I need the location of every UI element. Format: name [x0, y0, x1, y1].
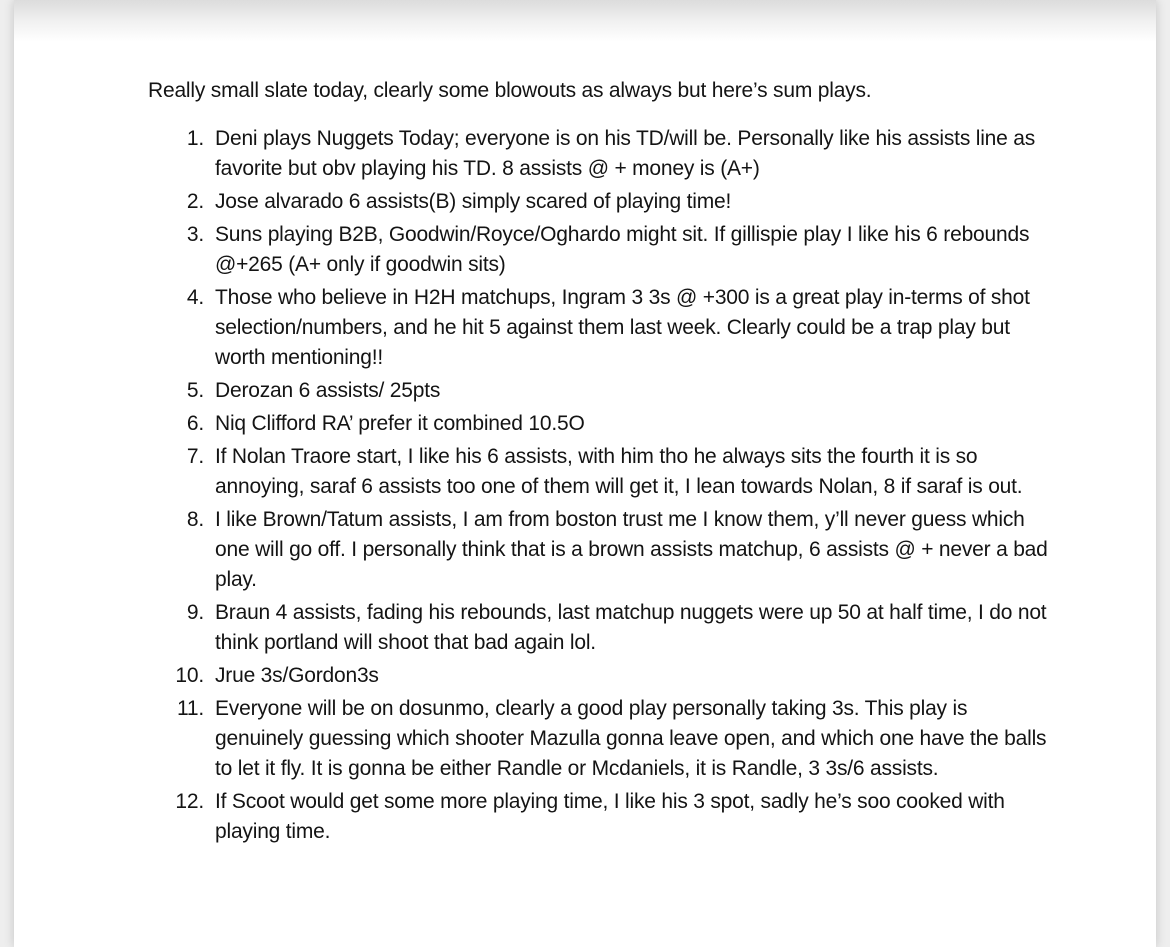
list-item	[148, 661, 1048, 691]
list-item	[148, 787, 1048, 847]
list-item-text: Derozan 6 assists/ 25pts	[215, 379, 441, 402]
list-item-text: Suns playing B2B, Goodwin/Royce/Oghardo might sit. If gillispie play I like his 6 rebounds @+265 (A+ only if goodwin sits)	[215, 223, 1030, 276]
plays-list	[148, 124, 1048, 847]
list-item-number: 12.	[175, 790, 204, 813]
list-item	[148, 376, 1048, 406]
list-item-number: 11.	[176, 697, 204, 720]
list-item-number: 9.	[186, 601, 204, 624]
list-item-text: Jose alvarado 6 assists(B) simply scared of playing time!	[215, 190, 732, 213]
intro-paragraph: Really small slate today, clearly some blowouts as always but here’s sum plays.	[148, 79, 872, 102]
list-item-text: Jrue 3s/Gordon3s	[215, 664, 379, 687]
list-item-text: Those who believe in H2H matchups, Ingram 3 3s @ +300 is a great play in-terms of shot selection/numbers, and he hit 5 against them last week. Clearly could be a trap play but worth mentioning!!	[215, 286, 1030, 369]
list-item-number: 1.	[186, 127, 204, 150]
page-top-shadow	[14, 0, 1156, 42]
list-item	[148, 505, 1048, 595]
list-item	[148, 442, 1048, 502]
list-item-number: 10.	[175, 664, 204, 687]
list-item-text: I like Brown/Tatum assists, I am from boston trust me I know them, y’ll never guess which one will go off. I personally think that is a brown assists matchup, 6 assists @ + never a bad play.	[215, 508, 1048, 591]
list-item-number: 5.	[186, 379, 204, 402]
list-item	[148, 124, 1048, 184]
list-item	[148, 409, 1048, 439]
list-item-text: If Scoot would get some more playing time, I like his 3 spot, sadly he’s soo cooked with playing time.	[215, 790, 1005, 843]
list-item	[148, 283, 1048, 373]
list-item-text: If Nolan Traore start, I like his 6 assists, with him tho he always sits the fourth it is so annoying, saraf 6 assists too one of them will get it, I lean towards Nolan, 8 if saraf is out.	[215, 445, 1023, 498]
list-item-number: 6.	[186, 412, 204, 435]
list-item-text: Niq Clifford RA’ prefer it combined 10.5O	[215, 412, 585, 435]
list-item-text: Braun 4 assists, fading his rebounds, last matchup nuggets were up 50 at half time, I do not think portland will shoot that bad again lol.	[215, 601, 1047, 654]
list-item	[148, 220, 1048, 280]
document-body	[148, 76, 1048, 850]
list-item-text: Everyone will be on dosunmo, clearly a good play personally taking 3s. This play is genuinely guessing which shooter Mazulla gonna leave open, and which one have the balls to let it fly. It is gonna be either Randle or Mcdaniels, it is Randle, 3 3s/6 assists.	[215, 697, 1047, 780]
document-page	[14, 0, 1156, 947]
list-item-number: 4.	[186, 286, 204, 309]
list-item-number: 8.	[186, 508, 204, 531]
list-item	[148, 187, 1048, 217]
list-item-number: 2.	[186, 190, 204, 213]
list-item-number: 3.	[186, 223, 204, 246]
list-item-text: Deni plays Nuggets Today; everyone is on his TD/will be. Personally like his assists line as favorite but obv playing his TD. 8 assists @ + money is (A+)	[215, 127, 1036, 180]
list-item	[148, 598, 1048, 658]
list-item	[148, 694, 1048, 784]
list-item-number: 7.	[186, 445, 204, 468]
